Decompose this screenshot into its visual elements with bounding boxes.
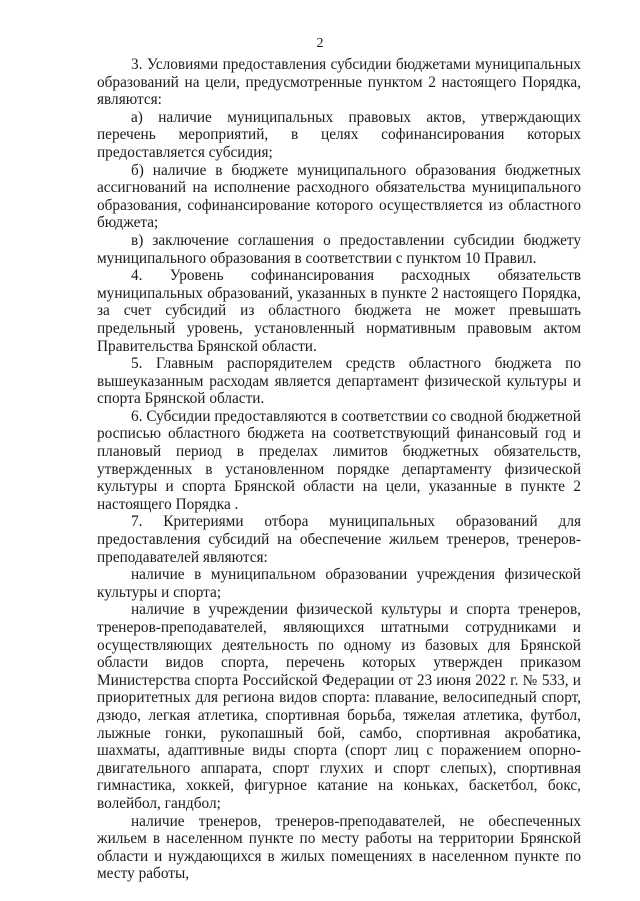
paragraph-6: 6. Субсидии предоставляются в соответствии со сводной бюджетной росписью областного бюджета на соответствующий финансовый год и плановый период в пределах лимитов бюджетных обязательств, утвержденных в установленном порядке департаменту физической культуры и спорта Брянской области на цели, указанные в пункте 2 настоящего Порядка . — [97, 407, 581, 513]
paragraph-7: 7. Критериями отбора муниципальных образований для предоставления субсидий на обеспечение жильем тренеров, тренеров-преподавателей являются: — [97, 513, 581, 566]
paragraph-3: 3. Условиями предоставления субсидии бюджетами муниципальных образований на цели, предусмотренные пунктом 2 настоящего Порядка, являются: — [97, 56, 581, 109]
paragraph-5: 5. Главным распорядителем средств областного бюджета по вышеуказанным расходам является департамент физической культуры и спорта Брянской области. — [97, 355, 581, 408]
paragraph-3c: в) заключение соглашения о предоставлении субсидии бюджету муниципального образования в соответствии с пунктом 10 Правил. — [97, 231, 581, 267]
page-number: 2 — [316, 36, 324, 51]
criterion-1: наличие в муниципальном образовании учреждения физической культуры и спорта; — [97, 566, 581, 601]
paragraph-3a: а) наличие муниципальных правовых актов, утверждающих перечень мероприятий, в целях софинансирования которых предоставляется субсидия; — [97, 108, 581, 161]
paragraph-3b: б) наличие в бюджете муниципального образования бюджетных ассигнований на исполнение расходного обязательства муниципального образования, софинансирование которого осуществляется из областного бюджета; — [97, 161, 581, 232]
document-body — [97, 56, 581, 883]
paragraph-4: 4. Уровень софинансирования расходных обязательств муниципальных образований, указанных в пункте 2 настоящего Порядка, за счет субсидий из областного бюджета не может превышать предельный уровень, установленный нормативным правовым актом Правительства Брянской области. — [97, 267, 581, 355]
criterion-3: наличие тренеров, тренеров-преподавателей, не обеспеченных жильем в населенном пункте по месту работы на территории Брянской области и нуждающихся в жилых помещениях в населенном пункте по месту работы, — [97, 812, 581, 883]
criterion-2: наличие в учреждении физической культуры и спорта тренеров, тренеров-преподавателей, являющихся штатными сотрудниками и осуществляющих деятельность по одному из базовых для Брянской области видов спорта, перечень которых утвержден приказом Министерства спорта Российской Федерации от 23 июня 2022 г. № 533, и приоритетных для региона видов спорта: плавание, велосипедный спорт, дзюдо, легкая атлетика, спортивная борьба, тяжелая атлетика, футбол, лыжные гонки, рукопашный бой, самбо, спортивная акробатика, шахматы, адаптивные виды спорта (спорт лиц с поражением опорно-двигательного аппарата, спорт глухих и спорт слепых), спортивная гимнастика, хоккей, фигурное катание на коньках, баскетбол, бокс, волейбол, гандбол; — [97, 601, 581, 812]
